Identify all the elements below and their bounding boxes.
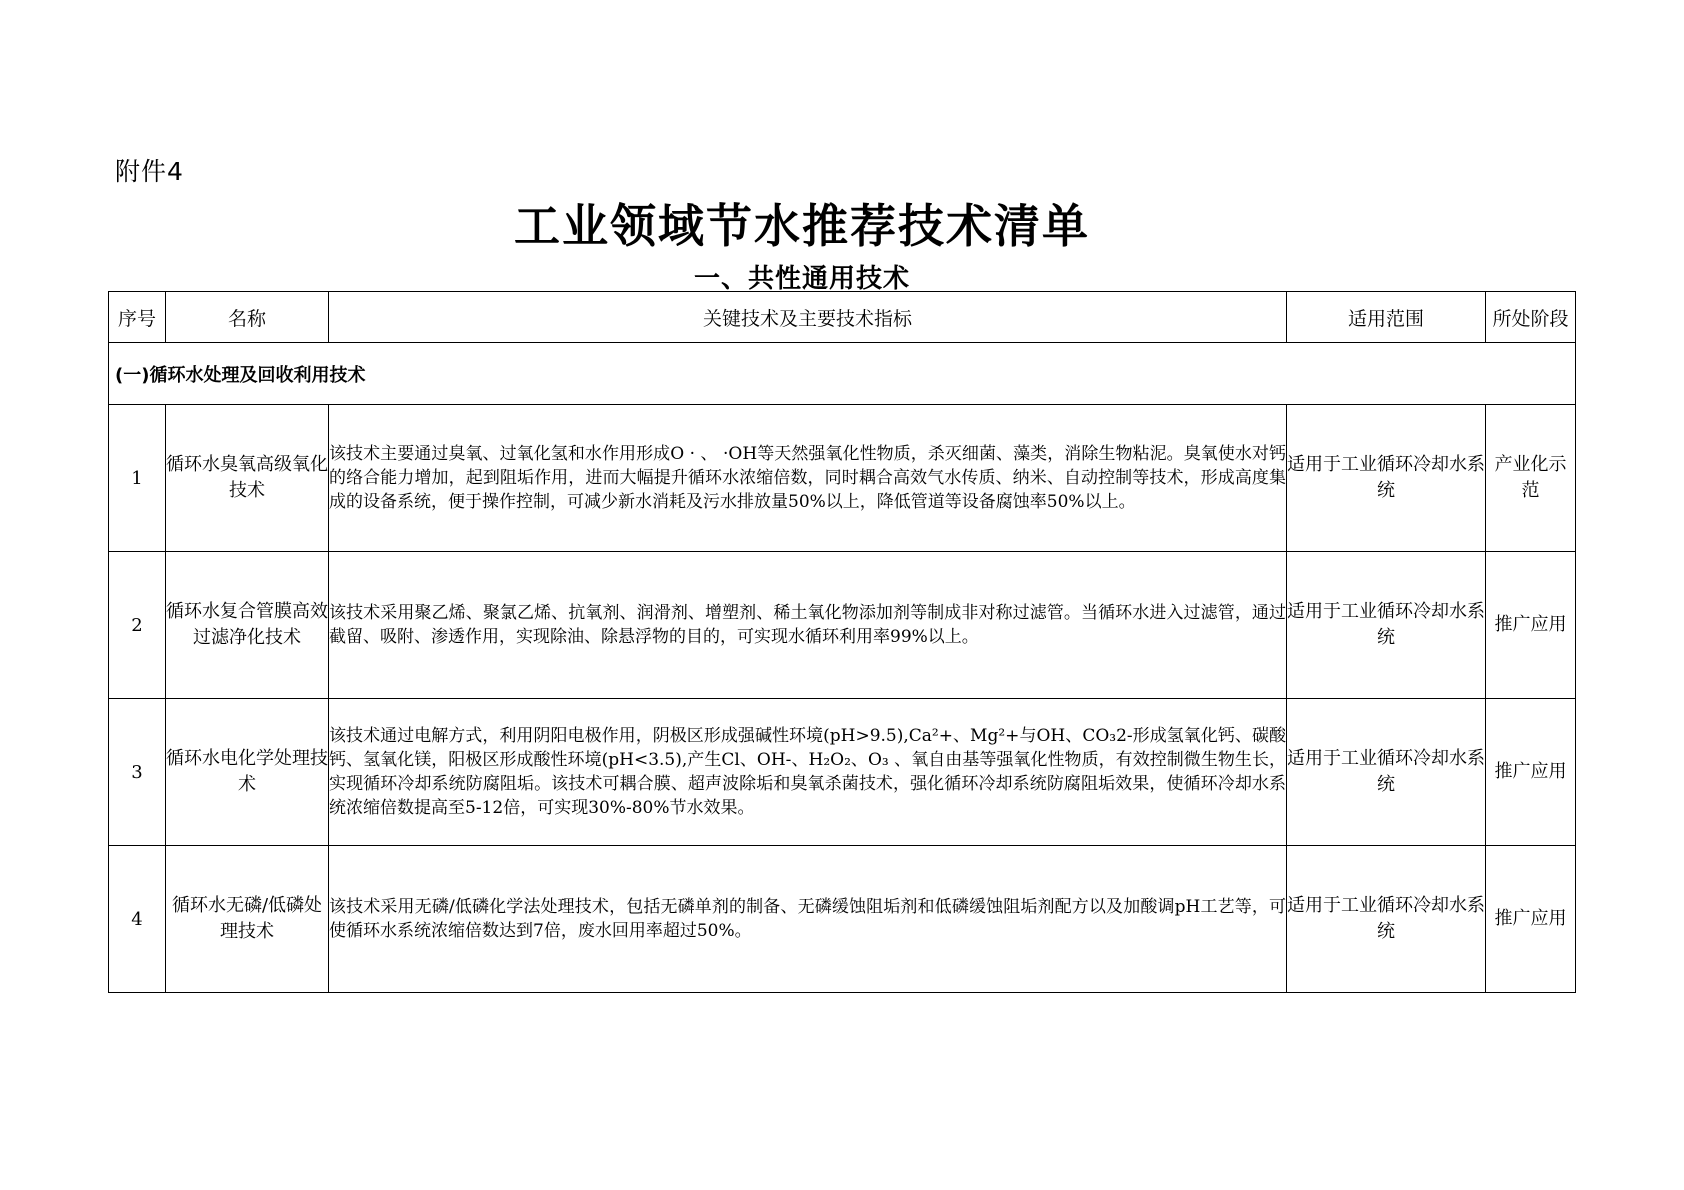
technology-description: 该技术采用无磷/低磷化学法处理技术，包括无磷单剂的制备、无磷缓蚀阻垢剂和低磷缓蚀阻垢剂配方以及加酸调pH工艺等，可使循环水系统浓缩倍数达到7倍，废水回用率超过50%。: [329, 846, 1287, 993]
category-row: [109, 343, 1576, 405]
technology-name: 循环水电化学处理技术: [166, 699, 329, 846]
technology-table: [108, 291, 1576, 993]
development-stage: 推广应用: [1486, 552, 1576, 699]
table-row: [109, 699, 1576, 846]
column-header-stage: 所处阶段: [1486, 292, 1576, 343]
row-number: 3: [109, 699, 166, 846]
technology-description: 该技术主要通过臭氧、过氧化氢和水作用形成O · 、 ·OH等天然强氧化性物质，杀灭细菌、藻类，消除生物粘泥。臭氧使水对钙的络合能力增加，起到阻垢作用，进而大幅提升循环水浓缩倍数，同时耦合高效气水传质、纳米、自动控制等技术，形成高度集成的设备系统，便于操作控制，可减少新水消耗及污水排放量50%以上，降低管道等设备腐蚀率50%以上。: [329, 405, 1287, 552]
table-row: [109, 405, 1576, 552]
technology-name: 循环水无磷/低磷处理技术: [166, 846, 329, 993]
table-row: [109, 552, 1576, 699]
application-scope: 适用于工业循环冷却水系统: [1287, 699, 1486, 846]
column-header-number: 序号: [109, 292, 166, 343]
row-number: 4: [109, 846, 166, 993]
technology-description: 该技术采用聚乙烯、聚氯乙烯、抗氧剂、润滑剂、增塑剂、稀土氧化物添加剂等制成非对称过滤管。当循环水进入过滤管，通过截留、吸附、渗透作用，实现除油、除悬浮物的目的，可实现水循环利用率99%以上。: [329, 552, 1287, 699]
column-header-scope: 适用范围: [1287, 292, 1486, 343]
development-stage: 推广应用: [1486, 846, 1576, 993]
development-stage: 产业化示范: [1486, 405, 1576, 552]
technology-name: 循环水复合管膜高效过滤净化技术: [166, 552, 329, 699]
category-label: (一)循环水处理及回收利用技术: [109, 343, 1576, 405]
development-stage: 推广应用: [1486, 699, 1576, 846]
application-scope: 适用于工业循环冷却水系统: [1287, 552, 1486, 699]
column-header-key-technology: 关键技术及主要技术指标: [329, 292, 1287, 343]
technology-description: 该技术通过电解方式，利用阴阳电极作用，阴极区形成强碱性环境(pH>9.5),Ca²+、Mg²+与OH、CO₃2-形成氢氧化钙、碳酸钙、氢氧化镁，阳极区形成酸性环境(pH<3.5),产生Cl、OH-、H₂O₂、O₃ 、氧自由基等强氧化性物质，有效控制微生物生长，实现循环冷却系统防腐阻垢。该技术可耦合膜、超声波除垢和臭氧杀菌技术，强化循环冷却系统防腐阻垢效果，使循环冷却水系统浓缩倍数提高至5-12倍，可实现30%-80%节水效果。: [329, 699, 1287, 846]
row-number: 1: [109, 405, 166, 552]
attachment-label: 附件4: [115, 157, 184, 186]
application-scope: 适用于工业循环冷却水系统: [1287, 846, 1486, 993]
section-title: 一、共性通用技术: [693, 264, 910, 294]
application-scope: 适用于工业循环冷却水系统: [1287, 405, 1486, 552]
technology-name: 循环水臭氧高级氧化技术: [166, 405, 329, 552]
row-number: 2: [109, 552, 166, 699]
table-header-row: [109, 292, 1576, 343]
document-title: 工业领域节水推荐技术清单: [514, 199, 1090, 253]
table-row: [109, 846, 1576, 993]
column-header-name: 名称: [166, 292, 329, 343]
